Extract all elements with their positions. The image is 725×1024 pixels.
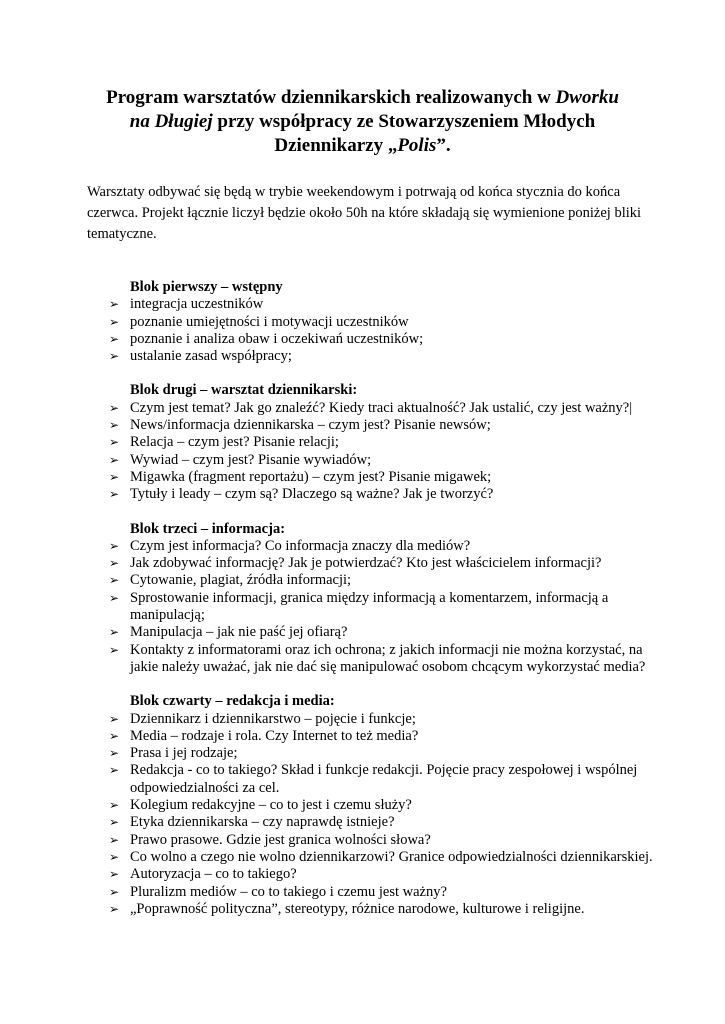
list-item [87,866,657,883]
arrowhead-bullet-icon: ➢ [109,711,120,726]
program-blocks [87,279,657,935]
list-item-text: Co wolno a czego nie wolno dziennikarzowi? Granice odpowiedzialności dziennikarskiej. [130,848,653,865]
list-item [87,711,657,728]
list-item [87,849,657,866]
list-item-text: „Poprawność polityczna”, stereotypy, różnice narodowe, kulturowe i religijne. [130,900,585,917]
list-item-text: Redakcja - co to takiego? Skład i funkcje redakcji. Pojęcie pracy zespołowej i wspólnej odpowiedzialności za cel. [130,762,638,796]
title-part5: Polis [397,135,437,156]
list-item-text: News/informacja dziennikarska – czym jest? Pisanie newsów; [130,417,491,434]
arrowhead-bullet-icon: ➢ [109,763,120,778]
list-item [87,469,657,486]
list-item [87,745,657,762]
list-item [87,296,657,313]
list-item-text: Prasa i jej rodzaje; [130,745,238,762]
block-title: Blok czwarty – redakcja i media: [130,693,335,710]
title-line2: na Długiej [129,111,213,132]
list-item [87,538,657,555]
arrowhead-bullet-icon: ➢ [109,815,120,830]
list-item-text: Kolegium redakcyjne – co to jest i czemu służy? [130,797,412,814]
list-item [87,331,657,348]
block-title: Blok trzeci – informacja: [130,520,286,537]
list-item [87,348,657,365]
list-item-text: Cytowanie, plagiat, źródła informacji; [130,572,352,589]
list-item-text: Czym jest temat? Jak go znaleźć? Kiedy traci aktualność? Jak ustalić, czy jest ważny?| [130,399,633,416]
program-block [87,279,657,365]
list-item-text: Migawka (fragment reportażu) – czym jest? Pisanie migawek; [130,468,492,485]
block-item-list [87,538,657,676]
arrowhead-bullet-icon: ➢ [109,590,120,605]
title-part2: Dworku [555,87,619,108]
program-block [87,521,657,677]
arrowhead-bullet-icon: ➢ [109,556,120,571]
list-item [87,901,657,918]
list-item [87,814,657,831]
arrowhead-bullet-icon: ➢ [109,728,120,743]
intro-paragraph: Warsztaty odbywać się będą w trybie weekendowym i potrwają od końca stycznia do końca czerwca. Projekt łącznie liczył będzie około 50h na które składają się wymienione poniżej bliki tematyczne. [87,184,642,242]
list-item-text: poznanie umiejętności i motywacji uczestników [130,313,409,330]
list-item [87,400,657,417]
block-item-list [87,296,657,365]
arrowhead-bullet-icon: ➢ [109,642,120,657]
arrowhead-bullet-icon: ➢ [109,798,120,813]
block-title: Blok drugi – warsztat dziennikarski: [130,382,358,399]
arrowhead-bullet-icon: ➢ [109,746,120,761]
arrowhead-bullet-icon: ➢ [109,867,120,882]
list-item-text: Kontakty z informatorami oraz ich ochrona; z jakich informacji nie można korzystać, na jakie należy uważać, jak nie dać się manipulować osobom chcącym wykorzystać media? [130,641,646,675]
arrowhead-bullet-icon: ➢ [109,884,120,899]
title-part6: ”. [436,135,451,156]
list-item-text: Czym jest informacja? Co informacja znaczy dla mediów? [130,537,471,554]
list-item [87,590,657,625]
arrowhead-bullet-icon: ➢ [109,435,120,450]
arrowhead-bullet-icon: ➢ [109,418,120,433]
list-item-text: Autoryzacja – co to takiego? [130,866,297,883]
list-item-text: poznanie i analiza obaw i oczekiwań uczestników; [130,330,424,347]
list-item [87,452,657,469]
list-item [87,486,657,503]
arrowhead-bullet-icon: ➢ [109,314,120,329]
list-item [87,624,657,641]
list-item-text: integracja uczestników [130,296,264,313]
document-title [80,86,645,158]
list-item [87,642,657,677]
list-item-text: Pluralizm mediów – co to takiego i czemu jest ważny? [130,883,447,900]
list-item [87,797,657,814]
arrowhead-bullet-icon: ➢ [109,487,120,502]
title-part3: przy współpracy ze Stowarzyszeniem Młodych [212,111,596,132]
list-item-text: ustalanie zasad współpracy; [130,348,292,365]
list-item [87,434,657,451]
list-item [87,728,657,745]
list-item-text: Sprostowanie informacji, granica między informacją a komentarzem, informacją a manipulacją; [130,589,609,624]
list-item-text: Wywiad – czym jest? Pisanie wywiadów; [130,451,372,468]
list-item-text: Etyka dziennikarska – czy naprawdę istnieje? [130,814,395,831]
title-part1: Program warsztatów dziennikarskich realizowanych w [106,87,556,108]
list-item-text: Prawo prasowe. Gdzie jest granica wolności słowa? [130,831,431,848]
list-item-text: Dziennikarz i dziennikarstwo – pojęcie i funkcje; [130,710,416,727]
arrowhead-bullet-icon: ➢ [109,400,120,415]
title-part4: Dziennikarzy „ [274,135,398,156]
arrowhead-bullet-icon: ➢ [109,573,120,588]
arrowhead-bullet-icon: ➢ [109,538,120,553]
arrowhead-bullet-icon: ➢ [109,452,120,467]
list-item-text: Manipulacja – jak nie paść jej ofiarą? [130,624,348,641]
program-block [87,693,657,918]
list-item [87,314,657,331]
arrowhead-bullet-icon: ➢ [109,832,120,847]
arrowhead-bullet-icon: ➢ [109,469,120,484]
arrowhead-bullet-icon: ➢ [109,349,120,364]
arrowhead-bullet-icon: ➢ [109,297,120,312]
arrowhead-bullet-icon: ➢ [109,849,120,864]
list-item [87,572,657,589]
list-item-text: Tytuły i leady – czym są? Dlaczego są ważne? Jak je tworzyć? [130,486,494,503]
arrowhead-bullet-icon: ➢ [109,331,120,346]
arrowhead-bullet-icon: ➢ [109,901,120,916]
arrowhead-bullet-icon: ➢ [109,625,120,640]
list-item [87,762,657,797]
block-item-list [87,400,657,504]
program-block [87,382,657,503]
list-item [87,832,657,849]
list-item-text: Media – rodzaje i rola. Czy Internet to też media? [130,727,419,744]
block-item-list [87,711,657,919]
list-item [87,417,657,434]
list-item [87,884,657,901]
block-title: Blok pierwszy – wstępny [130,279,283,295]
list-item-text: Relacja – czym jest? Pisanie relacji; [130,434,339,451]
list-item-text: Jak zdobywać informację? Jak je potwierdzać? Kto jest właścicielem informacji? [130,555,602,572]
list-item [87,555,657,572]
